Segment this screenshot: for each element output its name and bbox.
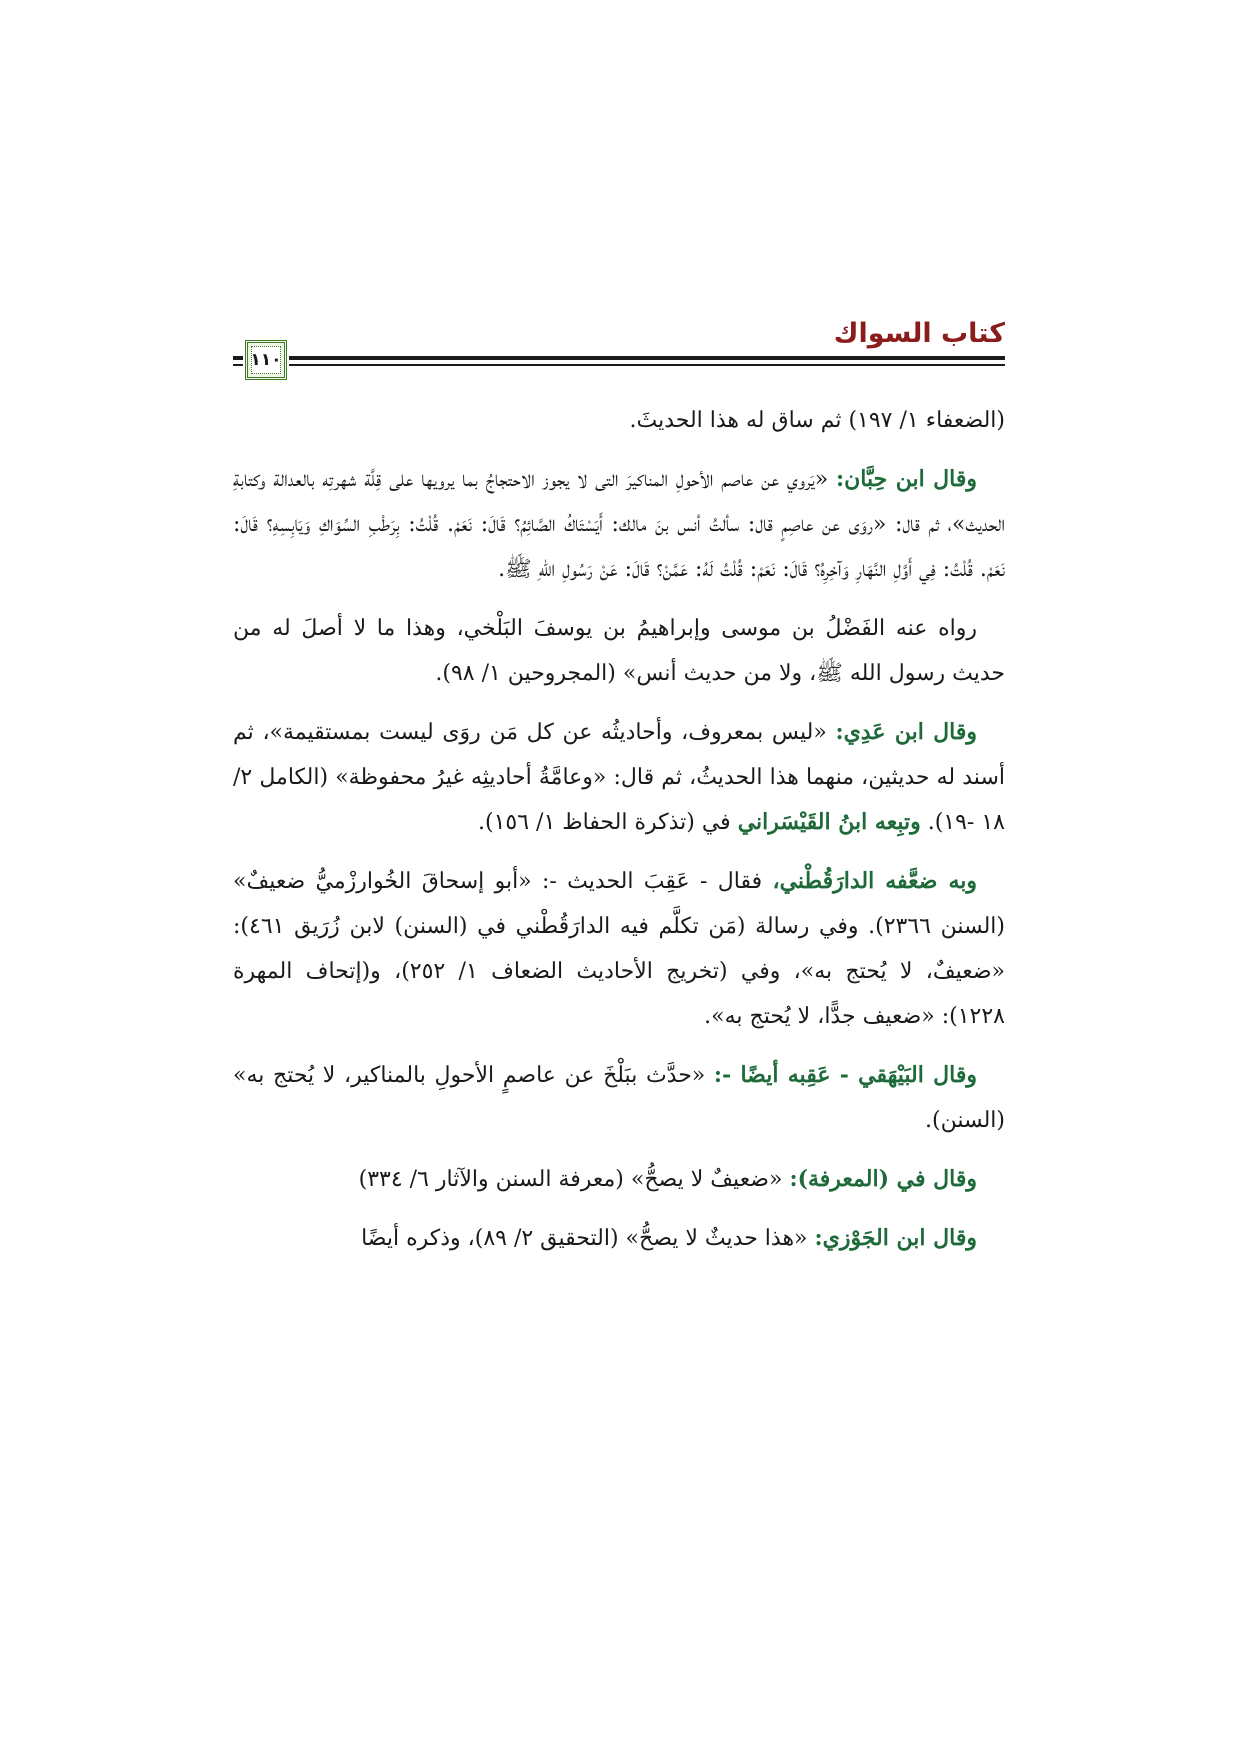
page-number-badge — [245, 340, 287, 380]
paragraph — [233, 859, 1005, 1039]
text-segment: في (تذكرة الحفاظ ١/ ١٥٦). — [478, 810, 738, 835]
paragraph — [233, 710, 1005, 845]
header-rule-left-thin — [233, 364, 243, 366]
scholar-name: وقال البَيْهَقي - عَقِبه أيضًا -: — [713, 1062, 977, 1088]
text-segment: فقال - عَقِبَ الحديث -: «أبو إسحاقَ الخُوارزْميُّ ضعيفٌ» (السنن ٢٣٦٦). وفي رسالة (مَن تكلَّم فيه الدارَقُطْني في (السنن) لابن زُرَيق ٤٦١): «ضعيفٌ، لا يُحتج به»، وفي (تخريج الأحاديث الضعاف ١/ ٢٥٢)، و(إتحاف المهرة ١٢٢٨): «ضعيف جدًّا، لا يُحتج به». — [233, 869, 1006, 1029]
scholar-name: وقال ابن حِبَّان: — [836, 466, 977, 492]
paragraph — [233, 457, 1005, 592]
paragraph — [233, 1216, 1005, 1261]
text-segment: «ضعيفٌ لا يصحُّ» (معرفة السنن والآثار ٦/ ٣٣٤) — [358, 1167, 790, 1192]
paragraph — [233, 398, 1005, 443]
text-segment: «ليس بمعروف، وأحاديثُه عن كل مَن روَى ليست بمستقيمة»، ثم أسند له حديثين، منهما هذا الحديثُ، ثم قال: «وعامَّةُ أحاديثِه غيرُ محفوظة» (الكامل ٢/ ١٨ -١٩). — [233, 720, 1005, 835]
paragraph — [233, 606, 1005, 696]
header-rule-left-thick — [233, 356, 243, 360]
page-header — [233, 318, 1005, 386]
page-number: ١١٠ — [251, 346, 281, 374]
text-segment: «حدَّث ببَلْخَ عن عاصمٍ الأحولِ بالمناكير، لا يُحتج به» (السنن). — [233, 1063, 1005, 1133]
page-body — [233, 398, 1005, 1275]
text-segment: «هذا حديثٌ لا يصحُّ» (التحقيق ٢/ ٨٩)، وذكره أيضًا — [361, 1226, 815, 1251]
scholar-name: وبه ضعَّفه الدارَقُطْني، — [772, 868, 977, 894]
header-rule-thin — [289, 364, 1005, 366]
paragraph — [233, 1053, 1005, 1143]
scholar-name: وقال ابن عَدِي: — [835, 719, 977, 745]
text-segment: «يَروي عن عاصم الأحولِ المناكيرَ التى لا يجوز الاحتجاجُ بما يرويها على قِلَّة شهرتِه بالعدالة وكتابةِ الحديث»، ثم قال: «روَى عن عاصِمٍ قال: سألتُ أنس بنَ مالك: أَيَسْتَاكُ الصَّائِمُ؟ قَالَ: نَعَمْ. قُلْتُ: بِرَطْبِ السِّوَاكِ وَيَابِسِهِ؟ قَالَ: نَعَمْ. قُلْتُ: فِي أَوَّلِ النَّهَارِ وَآخِرِهُ؟ قَالَ: نَعَمْ: قُلْتُ لَهُ: عَمَّنْ؟ قَالَ: عَنْ رَسُولِ اللهِ ﷺ. — [233, 467, 1005, 582]
paragraph — [233, 1157, 1005, 1202]
scholar-name: وقال في (المعرفة): — [789, 1166, 977, 1192]
text-segment: رواه عنه الفَضْلُ بن موسى وإبراهيمُ بن يوسفَ البَلْخي، وهذا ما لا أصلَ له من حديث رسول الله ﷺ، ولا من حديث أنس» (المجروحين ١/ ٩٨). — [233, 616, 1005, 686]
text-segment: (الضعفاء ١/ ١٩٧) ثم ساق له هذا الحديثَ. — [629, 408, 1005, 433]
book-title: كتاب السواك — [833, 318, 1005, 349]
scholar-name: وتبِعه ابنُ القَيْسَراني — [737, 809, 921, 835]
header-rule-thick — [289, 356, 1005, 360]
scholar-name: وقال ابن الجَوْزي: — [814, 1225, 977, 1251]
